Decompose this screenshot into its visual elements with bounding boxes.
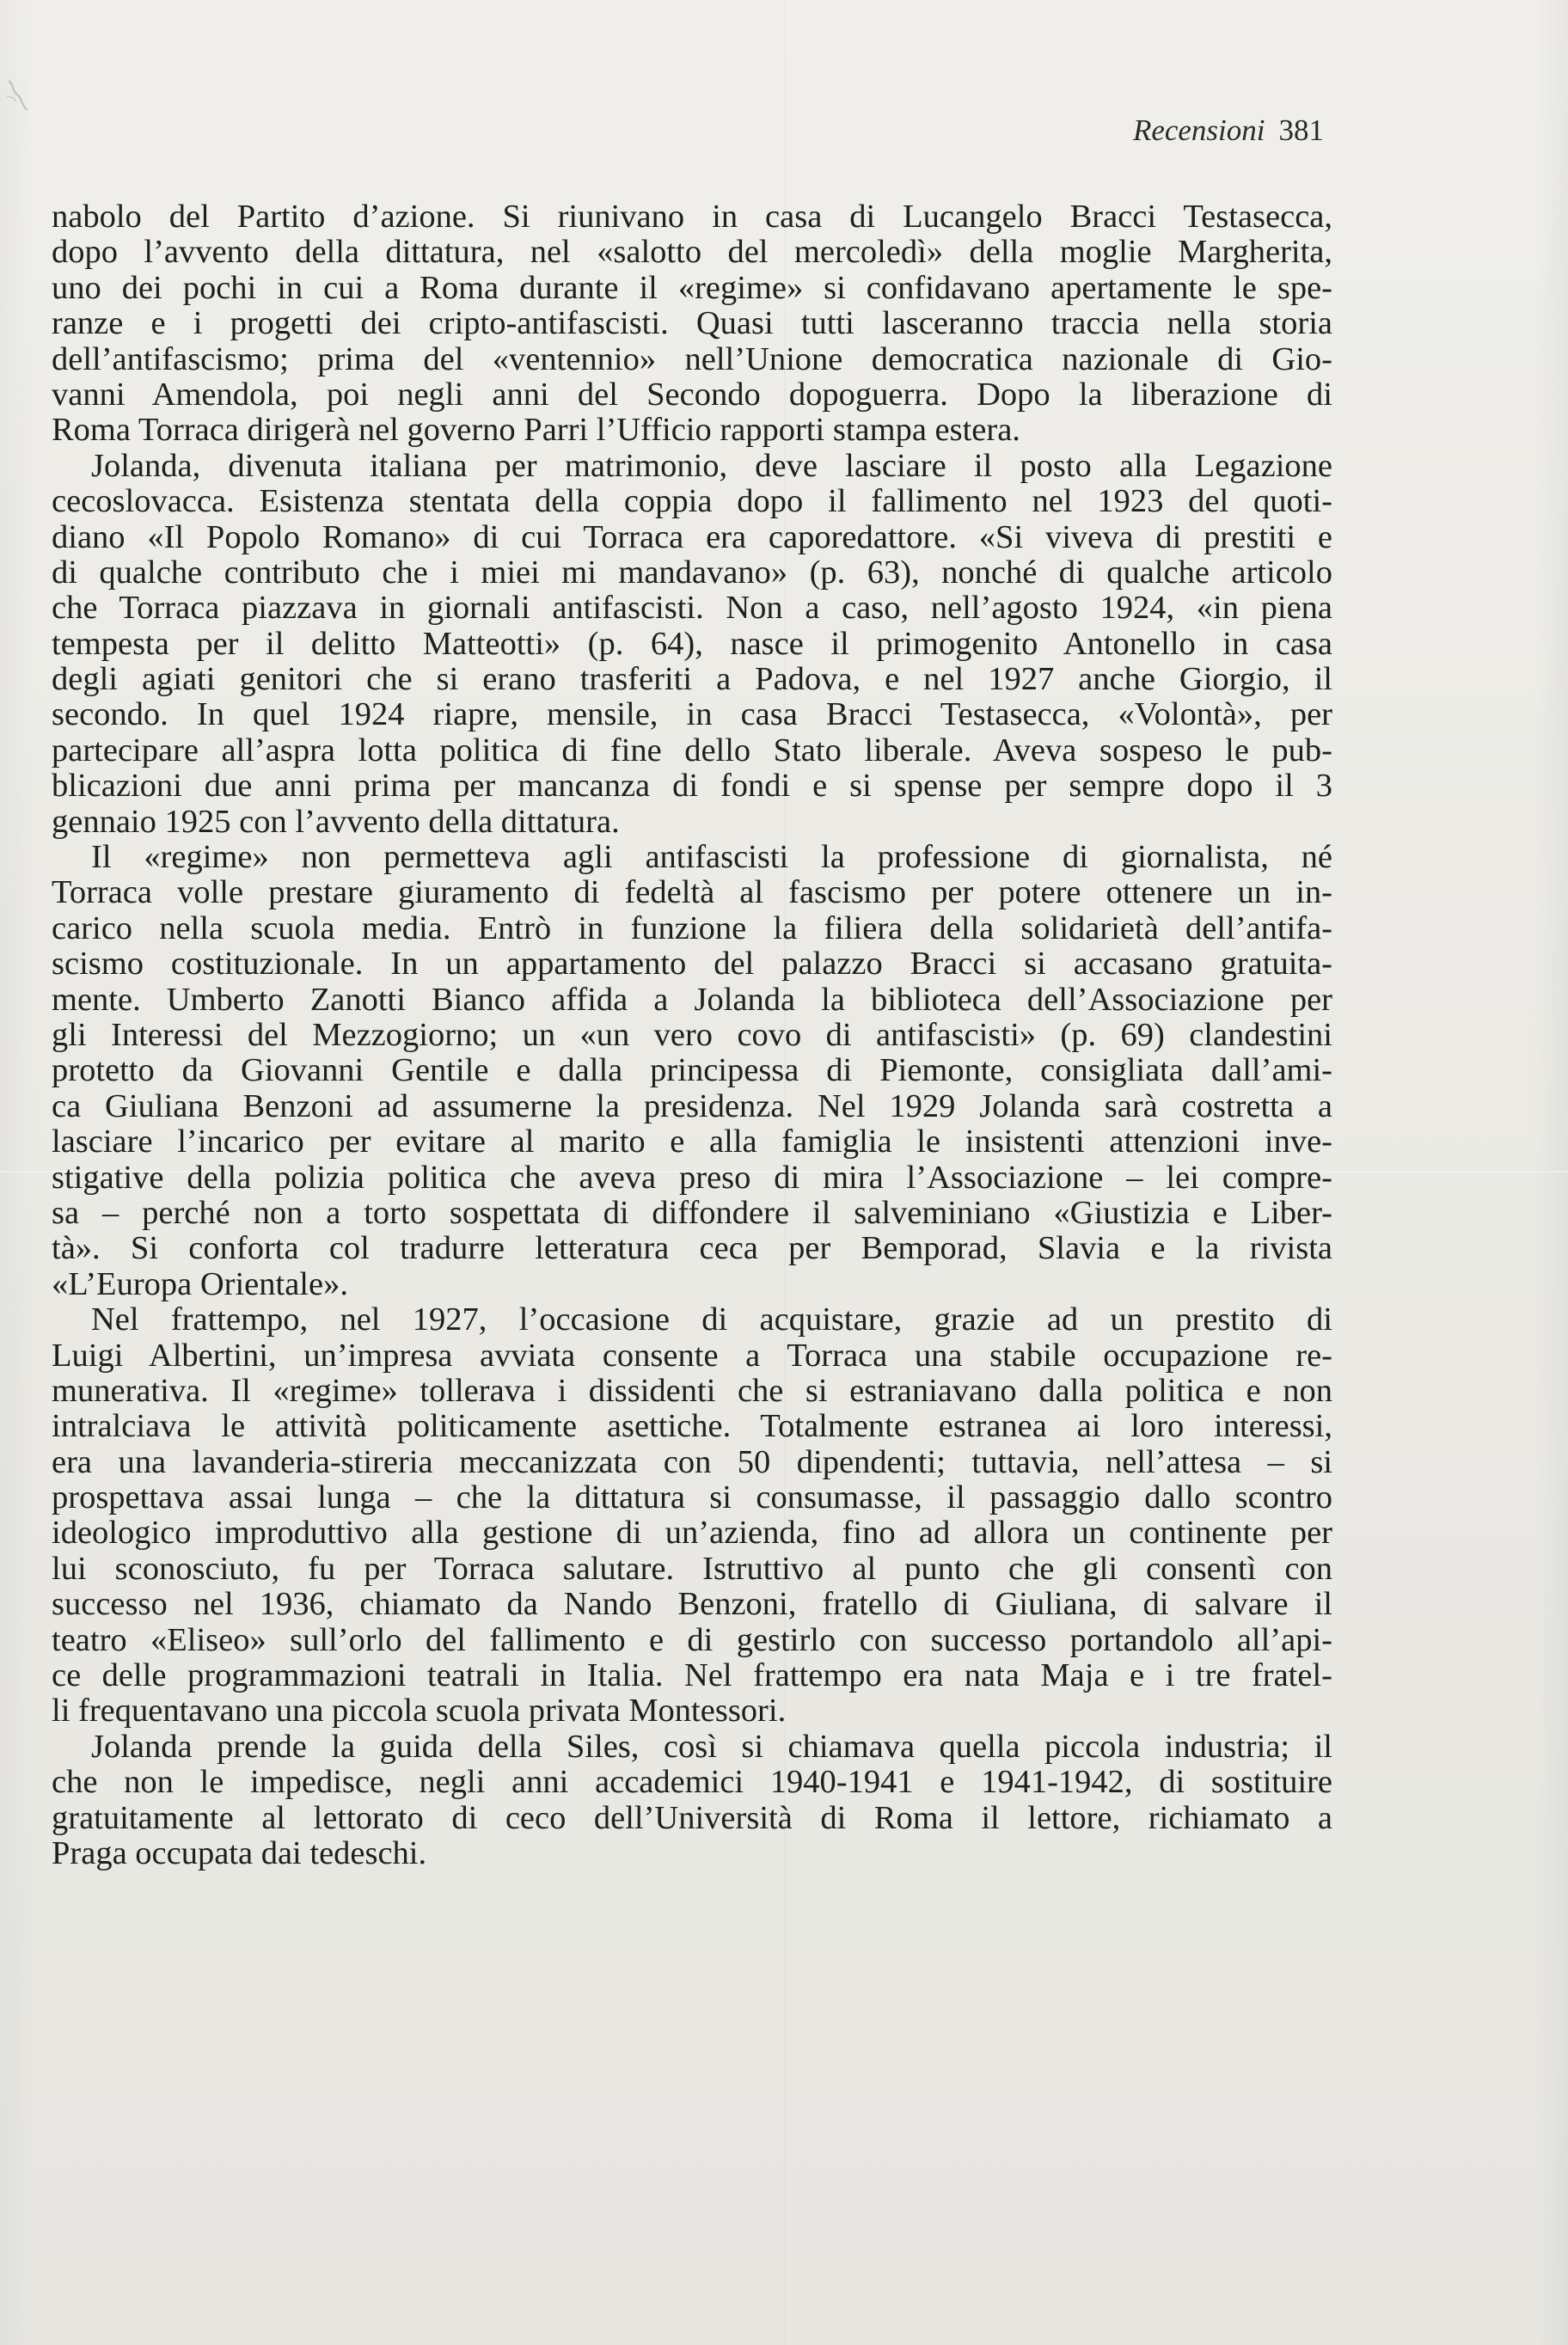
text-line: Il «regime» non permetteva agli antifascisti la professione di giornalista, né [91,839,1332,876]
text-line: stigative della polizia politica che aveva preso di mira l’Associazione – lei compre- [52,1159,1332,1196]
text-line: nabolo del Partito d’azione. Si riunivano in casa di Lucangelo Bracci Testasecca, [52,199,1332,235]
text-line: uno dei pochi in cui a Roma durante il «regime» si confidavano apertamente le spe- [52,269,1332,306]
text-line: prospettava assai lunga – che la dittatura si consumasse, il passaggio dallo scontro [52,1479,1332,1516]
text-line: tempesta per il delitto Matteotti» (p. 64), nasce il primogenito Antonello in casa [52,625,1332,662]
text-line: ca Giuliana Benzoni ad assumerne la presidenza. Nel 1929 Jolanda sarà costretta a [52,1087,1332,1124]
text-line: dell’antifascismo; prima del «ventennio» nell’Unione democratica nazionale di Gio- [52,340,1332,377]
text-line: che non le impedisce, negli anni accademici 1940-1941 e 1941-1942, di sostituire [52,1764,1332,1801]
text-line: secondo. In quel 1924 riapre, mensile, in casa Bracci Testasecca, «Volontà», per [52,696,1332,733]
text-line: Praga occupata dai tedeschi. [52,1834,427,1871]
paragraph [52,449,1332,840]
text-line: protetto da Giovanni Gentile e dalla principessa di Piemonte, consigliata dall’ami- [52,1052,1332,1089]
text-line: di qualche contributo che i miei mi mandavano» (p. 63), nonché di qualche articolo [52,554,1332,591]
text-line: lui sconosciuto, fu per Torraca salutare. Istruttivo al punto che gli consentì con [52,1550,1332,1587]
text-line: Luigi Albertini, un’impresa avviata consente a Torraca una stabile occupazione re- [52,1337,1332,1374]
paragraph [52,840,1332,1302]
scan-smudge-mark [5,76,34,115]
text-line: gennaio 1925 con l’avvento della dittatura. [52,803,620,840]
text-line: ce delle programmazioni teatrali in Italia. Nel frattempo era nata Maja e i tre fratel- [52,1657,1332,1694]
text-line: munerativa. Il «regime» tollerava i dissidenti che si estraniavano dalla politica e non [52,1372,1332,1409]
text-line: era una lavanderia-stireria meccanizzata con 50 dipendenti; tuttavia, nell’attesa – si [52,1443,1332,1480]
text-line: carico nella scuola media. Entrò in funzione la filiera della solidarietà dell’antifa- [52,909,1332,946]
text-line: blicazioni due anni prima per mancanza di fondi e si spense per sempre dopo il 3 [52,768,1332,805]
text-line: vanni Amendola, poi negli anni del Secondo dopoguerra. Dopo la liberazione di [52,376,1332,413]
text-line: ideologico improduttivo alla gestione di un’azienda, fino ad allora un continente per [52,1515,1332,1552]
text-line: gratuitamente al lettorato di ceco dell’Università di Roma il lettore, richiamato a [52,1799,1332,1836]
text-line: lasciare l’incarico per evitare al marito e alla famiglia le insistenti attenzioni inve- [52,1124,1332,1160]
text-line: diano «Il Popolo Romano» di cui Torraca era caporedattore. «Si viveva di prestiti e [52,518,1332,555]
text-line: Nel frattempo, nel 1927, l’occasione di acquistare, grazie ad un prestito di [91,1301,1332,1338]
text-line: li frequentavano una piccola scuola privata Montessori. [52,1693,787,1730]
text-line: dopo l’avvento della dittatura, nel «salotto del mercoledì» della moglie Margherita, [52,234,1332,271]
text-line: sa – perché non a torto sospettata di diffondere il salveminiano «Giustizia e Liber- [52,1194,1332,1231]
text-line: partecipare all’aspra lotta politica di fine dello Stato liberale. Aveva sospeso le pub- [52,732,1332,768]
text-line: degli agiati genitori che si erano trasferiti a Padova, e nel 1927 anche Giorgio, il [52,661,1332,698]
text-line: Roma Torraca dirigerà nel governo Parri l’Ufficio rapporti stampa estera. [52,412,1020,449]
text-line: mente. Umberto Zanotti Bianco affida a Jolanda la biblioteca dell’Associazione per [52,981,1332,1018]
text-line: scismo costituzionale. In un appartamento del palazzo Bracci si accasano gratuita- [52,946,1332,983]
text-line: teatro «Eliseo» sull’orlo del fallimento e di gestirlo con successo portandolo all’api- [52,1621,1332,1658]
article-body [52,199,1332,1871]
text-line: che Torraca piazzava in giornali antifascisti. Non a caso, nell’agosto 1924, «in piena [52,590,1332,627]
text-line: Torraca volle prestare giuramento di fedeltà al fascismo per potere ottenere un in- [52,874,1332,911]
section-title: Recensioni [1132,113,1265,147]
paragraph [52,1302,1332,1730]
text-line: ranze e i progetti dei cripto-antifascisti. Quasi tutti lasceranno traccia nella storia [52,305,1332,342]
running-header [1014,113,1324,148]
text-line: successo nel 1936, chiamato da Nando Benzoni, fratello di Giuliana, di salvare il [52,1586,1332,1623]
text-line: intralciava le attività politicamente asettiche. Totalmente estranea ai loro interessi, [52,1408,1332,1445]
text-line: «L’Europa Orientale». [52,1265,348,1302]
text-line: Jolanda prende la guida della Siles, così si chiamava quella piccola industria; il [91,1728,1332,1765]
text-line: Jolanda, divenuta italiana per matrimonio, deve lasciare il posto alla Legazione [91,447,1332,484]
paragraph [52,199,1332,449]
text-line: tà». Si conforta col tradurre letteratura ceca per Bemporad, Slavia e la rivista [52,1230,1332,1267]
page-number: 381 [1278,113,1324,147]
text-line: cecoslovacca. Esistenza stentata della coppia dopo il fallimento nel 1923 del quoti- [52,483,1332,520]
paragraph [52,1730,1332,1872]
text-line: gli Interessi del Mezzogiorno; un «un vero covo di antifascisti» (p. 69) clandestini [52,1016,1332,1053]
